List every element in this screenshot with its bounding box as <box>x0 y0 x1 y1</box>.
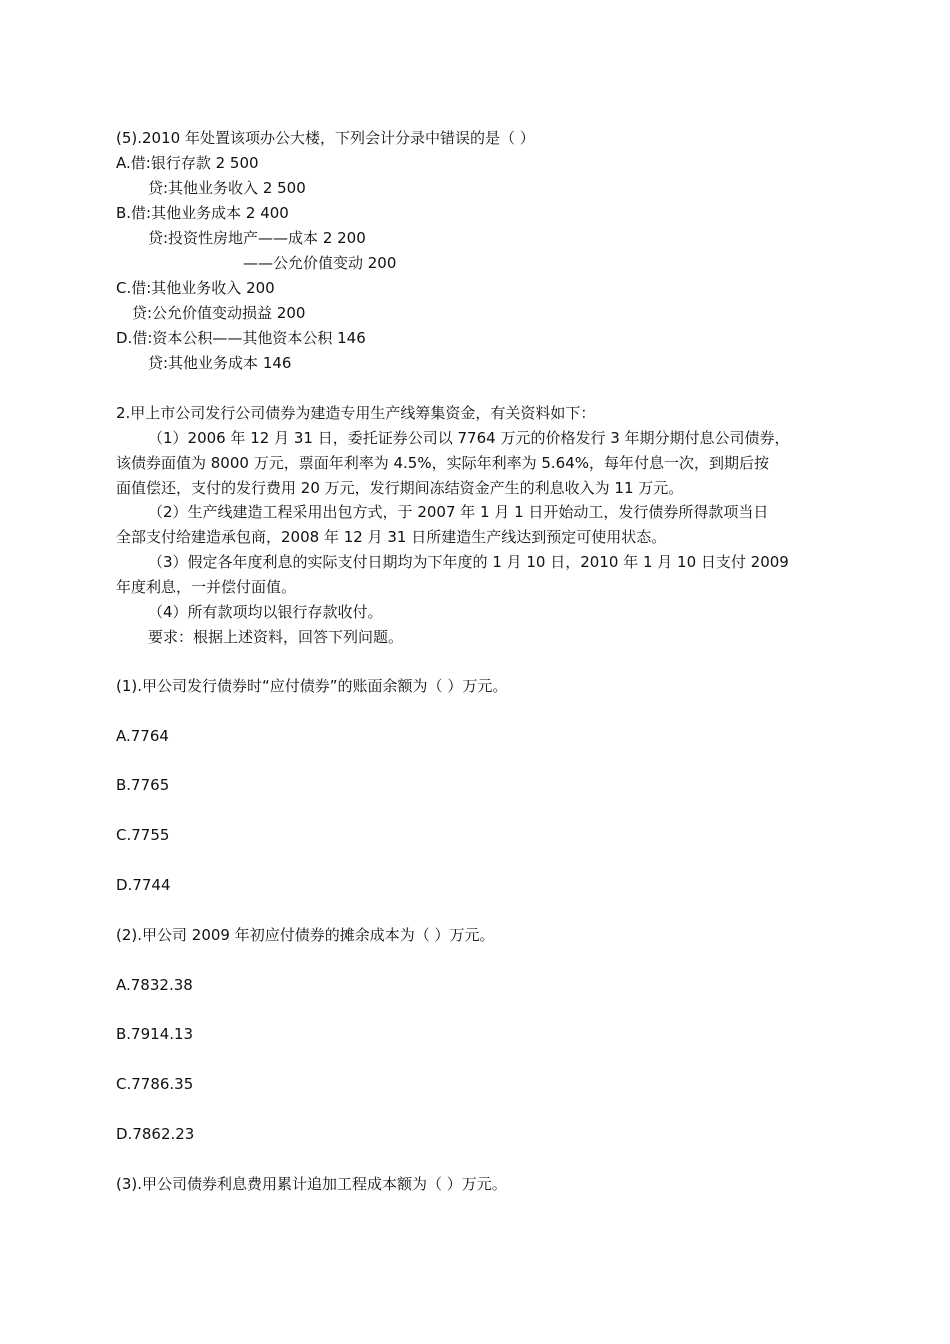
q2-option-d: D.7862.23 <box>116 1125 195 1143</box>
q2-option-b: B.7914.13 <box>116 1025 194 1043</box>
q1-stem: (1).甲公司发行债券时“应付债券”的账面余额为（ ）万元。 <box>116 677 508 695</box>
q5-option-c-credit: 贷:公允价值变动损益 200 <box>132 304 306 322</box>
q5-option-b-debit: B.借:其他业务成本 2 400 <box>116 204 289 222</box>
q5-option-b-credit: 贷:投资性房地产——成本 2 200 <box>148 229 366 247</box>
q2-stem: (2).甲公司 2009 年初应付债券的摊余成本为（ ）万元。 <box>116 926 495 944</box>
case2-title: 2.甲上市公司发行公司债券为建造专用生产线筹集资金，有关资料如下： <box>116 404 596 422</box>
q5-option-c-debit: C.借:其他业务收入 200 <box>116 279 275 297</box>
case2-para2-line2: 全部支付给建造承包商，2008 年 12 月 31 日所建造生产线达到预定可使用状态。 <box>116 528 667 546</box>
case2-para1-line2: 该债券面值为 8000 万元，票面年利率为 4.5%，实际年利率为 5.64%，每年付息一次，到期后按 <box>116 454 770 472</box>
q1-option-d: D.7744 <box>116 876 171 894</box>
q5-option-a-debit: A.借:银行存款 2 500 <box>116 154 259 172</box>
case2-para3-line1: （3）假定各年度利息的实际支付日期均为下年度的 1 月 10 日，2010 年 1 月 10 日支付 2009 <box>148 553 789 571</box>
q1-option-b: B.7765 <box>116 776 170 794</box>
q2-option-a: A.7832.38 <box>116 976 193 994</box>
q5-option-a-credit: 贷:其他业务收入 2 500 <box>148 179 306 197</box>
case2-para1-line1: （1）2006 年 12 月 31 日，委托证券公司以 7764 万元的价格发行 3 年期分期付息公司债券， <box>148 429 790 447</box>
case2-requirement: 要求：根据上述资料，回答下列问题。 <box>148 628 404 646</box>
q5-option-d-credit: 贷:其他业务成本 146 <box>148 354 292 372</box>
case2-para3-line2: 年度利息，一并偿付面值。 <box>116 578 297 596</box>
q5-stem: (5).2010 年处置该项办公大楼，下列会计分录中错误的是（ ） <box>116 129 535 147</box>
case2-para1-line3: 面值偿还，支付的发行费用 20 万元，发行期间冻结资金产生的利息收入为 11 万元。 <box>116 479 684 497</box>
q1-option-c: C.7755 <box>116 826 170 844</box>
q5-option-d-debit: D.借:资本公积——其他资本公积 146 <box>116 329 366 347</box>
q1-option-a: A.7764 <box>116 727 169 745</box>
q2-option-c: C.7786.35 <box>116 1075 194 1093</box>
case2-para4: （4）所有款项均以银行存款收付。 <box>148 603 383 621</box>
q5-option-b-credit-2: ——公允价值变动 200 <box>243 254 397 272</box>
case2-para2-line1: （2）生产线建造工程采用出包方式，于 2007 年 1 月 1 日开始动工，发行债券所得款项当日 <box>148 503 769 521</box>
q3-stem: (3).甲公司债券利息费用累计追加工程成本额为（ ）万元。 <box>116 1175 507 1193</box>
